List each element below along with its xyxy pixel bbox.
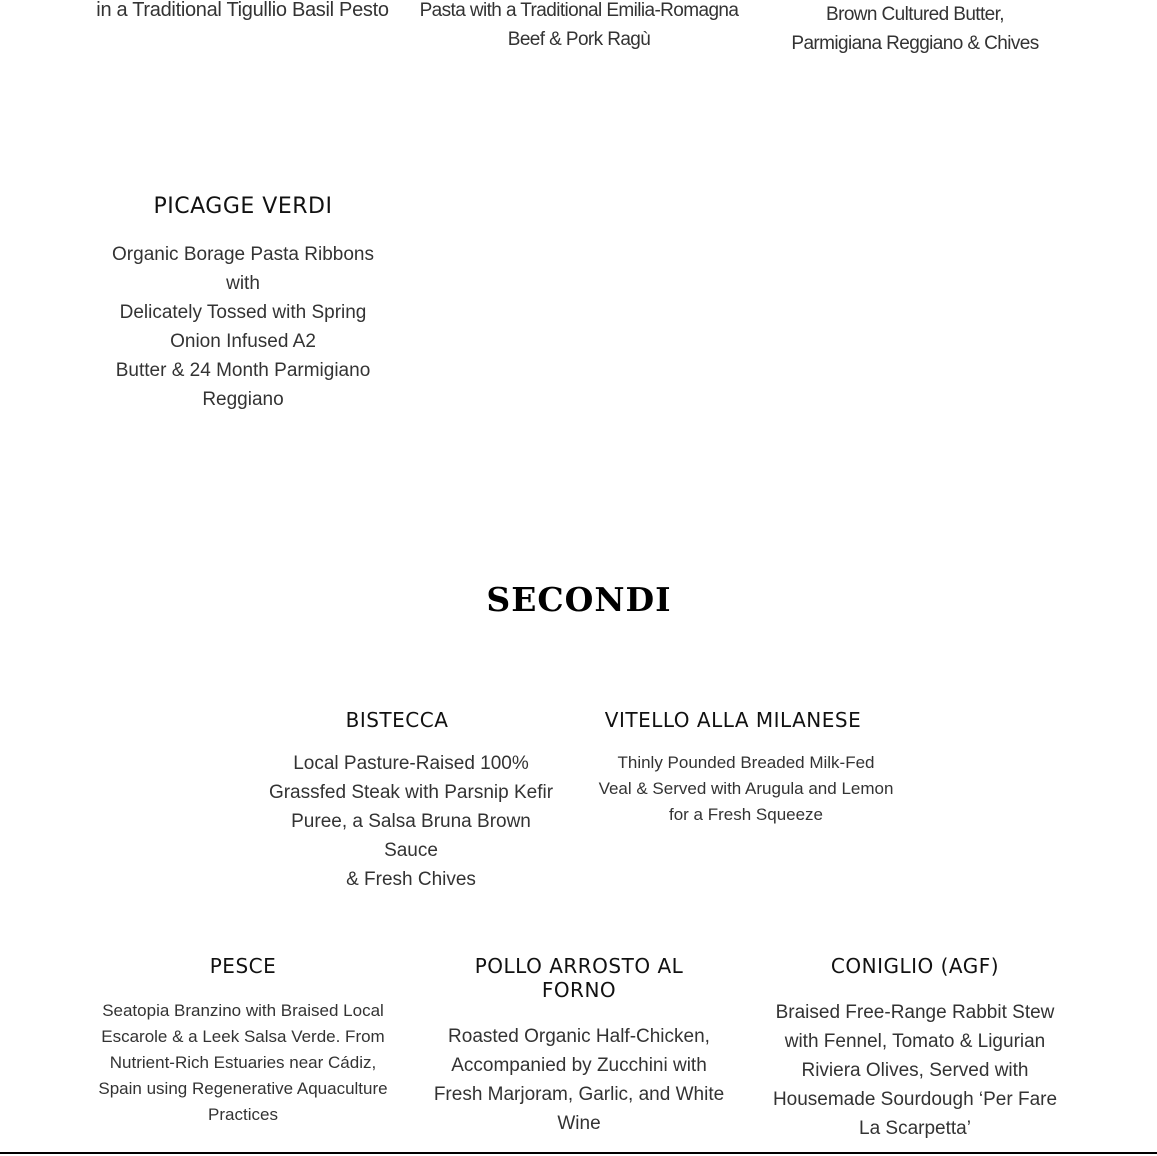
section-title-secondi: SECONDI xyxy=(486,580,672,619)
dish-desc-picagge-verdi: Organic Borage Pasta Ribbons with Delicately Tossed with Spring Onion Infused A2 Butter & 24 Month Parmigiano Reggiano xyxy=(112,244,374,410)
dish-desc-vitello-alla-milanese: Thinly Pounded Breaded Milk-Fed Veal & Served with Arugula and Lemon for a Fresh Squeeze xyxy=(598,753,894,824)
dish-desc-bistecca: Local Pasture-Raised 100% Grassfed Steak with Parsnip Kefir Puree, a Salsa Bruna Brown Sauce & Fresh Chives xyxy=(268,753,554,890)
dish-title-pollo-arrosto-al-forno: POLLO ARROSTO AL FORNO xyxy=(474,954,684,1002)
dish-desc-pollo-arrosto-al-forno: Roasted Organic Half-Chicken, Accompanied by Zucchini with Fresh Marjoram, Garlic, and White Wine xyxy=(433,1026,725,1134)
page-bottom-divider xyxy=(0,1152,1157,1154)
pasta-desc-left: in a Traditional Tigullio Basil Pesto xyxy=(96,0,389,21)
pasta-desc-center: Pasta with a Traditional Emilia-Romagna Beef & Pork Ragù xyxy=(419,0,739,50)
dish-title-picagge-verdi: PICAGGE VERDI xyxy=(153,194,333,219)
dish-desc-coniglio-agf: Braised Free-Range Rabbit Stew with Fennel, Tomato & Ligurian Riviera Olives, Served with Housemade Sourdough ‘Per Fare La Scarpetta’ xyxy=(772,1002,1058,1139)
dish-title-bistecca: BISTECCA xyxy=(345,708,449,732)
dish-desc-pesce: Seatopia Branzino with Braised Local Escarole & a Leek Salsa Verde. From Nutrient-Rich Estuaries near Cádiz, Spain using Regenerative Aquaculture Practices xyxy=(98,1001,388,1124)
dish-title-pesce: PESCE xyxy=(209,954,277,978)
pasta-desc-right: Brown Cultured Butter, Parmigiana Reggiano & Chives xyxy=(791,4,1039,54)
dish-title-vitello-alla-milanese: VITELLO ALLA MILANESE xyxy=(604,708,862,732)
dish-title-coniglio-agf: CONIGLIO (AGF) xyxy=(830,954,1000,978)
